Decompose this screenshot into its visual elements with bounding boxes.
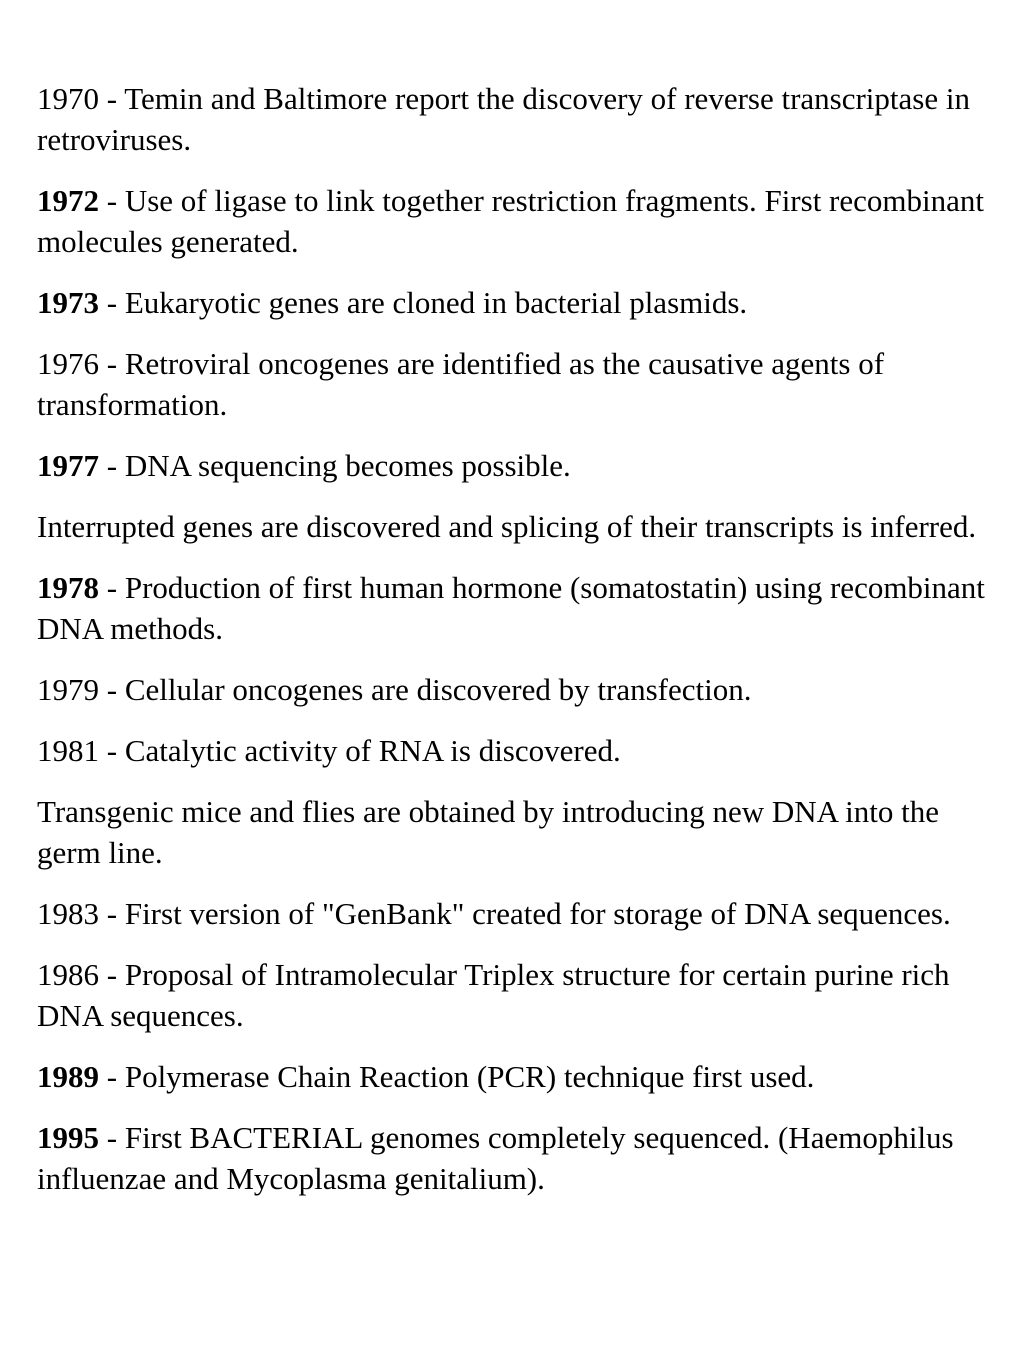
timeline-entry-1989 [37, 1056, 992, 1097]
timeline-entry-1970 [37, 78, 992, 160]
entry-text: Transgenic mice and flies are obtained by introducing new DNA into the germ line. [37, 794, 939, 870]
timeline-document [37, 78, 992, 1219]
timeline-entry-1983 [37, 893, 992, 934]
entry-text: - DNA sequencing becomes possible. [99, 448, 571, 483]
entry-year: 1995 [37, 1120, 99, 1155]
entry-text: - First BACTERIAL genomes completely sequenced. (Haemophilus influenzae and Mycoplasma genitalium). [37, 1120, 954, 1196]
entry-text: 1976 - Retroviral oncogenes are identified as the causative agents of transformation. [37, 346, 885, 422]
timeline-entry-1972 [37, 180, 992, 262]
entry-text: - Polymerase Chain Reaction (PCR) technique first used. [99, 1059, 815, 1094]
entry-text: - Eukaryotic genes are cloned in bacterial plasmids. [99, 285, 748, 320]
timeline-entry-1978 [37, 567, 992, 649]
timeline-entry-1977 [37, 445, 992, 486]
entry-text: 1981 - Catalytic activity of RNA is discovered. [37, 733, 621, 768]
entry-year: 1978 [37, 570, 99, 605]
timeline-entry-interrupted-genes [37, 506, 992, 547]
entry-text: - Production of first human hormone (somatostatin) using recombinant DNA methods. [37, 570, 985, 646]
timeline-entry-1981 [37, 730, 992, 771]
entry-text: 1983 - First version of "GenBank" created for storage of DNA sequences. [37, 896, 951, 931]
entry-year: 1989 [37, 1059, 99, 1094]
entry-year: 1973 [37, 285, 99, 320]
entry-text: Interrupted genes are discovered and splicing of their transcripts is inferred. [37, 509, 977, 544]
entry-year: 1972 [37, 183, 99, 218]
timeline-entry-1979 [37, 669, 992, 710]
timeline-entry-1995 [37, 1117, 992, 1199]
entry-text: 1979 - Cellular oncogenes are discovered by transfection. [37, 672, 752, 707]
entry-year: 1977 [37, 448, 99, 483]
entry-text: - Use of ligase to link together restriction fragments. First recombinant molecules generated. [37, 183, 984, 259]
entry-text: 1970 - Temin and Baltimore report the discovery of reverse transcriptase in retroviruses. [37, 81, 970, 157]
timeline-entry-transgenic [37, 791, 992, 873]
entry-text: 1986 - Proposal of Intramolecular Triplex structure for certain purine rich DNA sequences. [37, 957, 950, 1033]
timeline-entry-1976 [37, 343, 992, 425]
timeline-entry-1986 [37, 954, 992, 1036]
timeline-entry-1973 [37, 282, 992, 323]
